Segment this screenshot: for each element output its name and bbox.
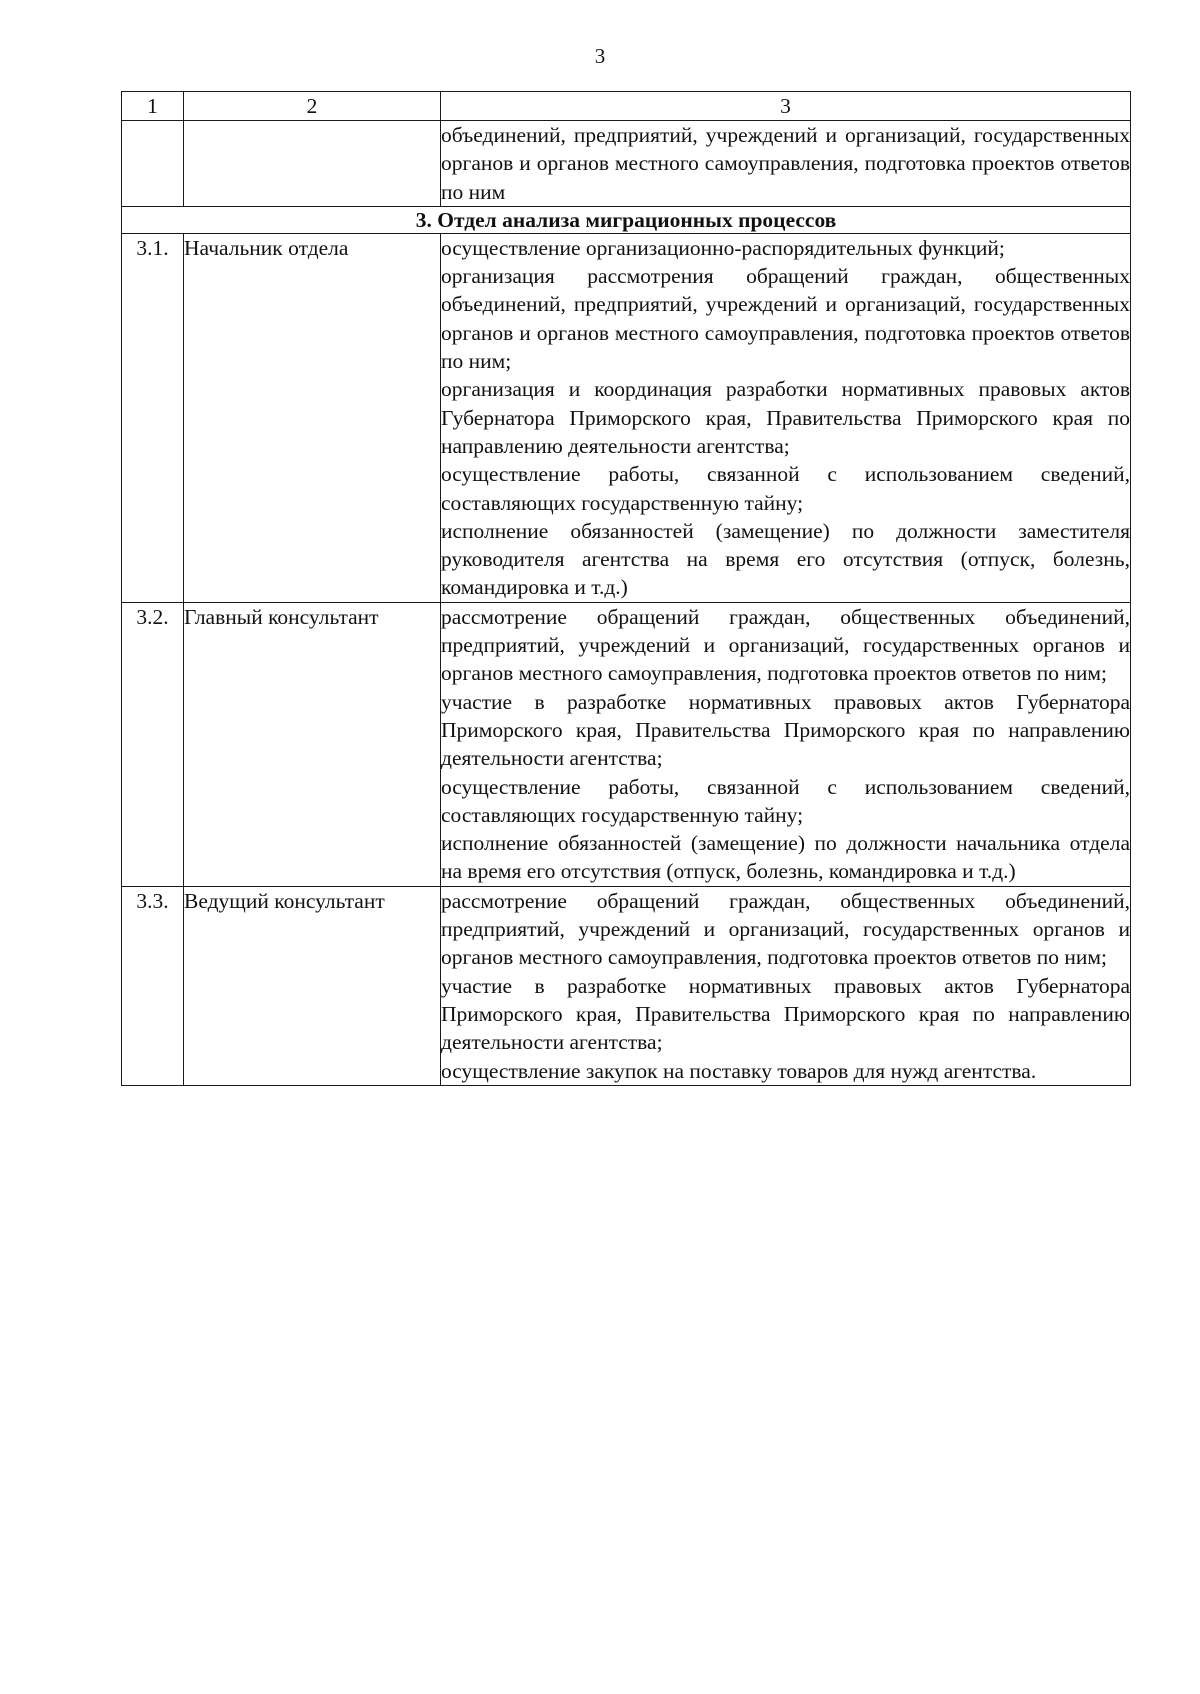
continuation-row: [122, 121, 1131, 207]
row-number: 3.1.: [122, 233, 184, 602]
duty-item: участие в разработке нормативных правовых актов Губернатора Приморского края, Правительства Приморского края по направлению деятельности агентства;: [441, 689, 1130, 771]
column-number-3: 3: [441, 92, 1131, 121]
column-number-2: 2: [184, 92, 441, 121]
duty-item: исполнение обязанностей (замещение) по должности начальника отдела на время его отсутствия (отпуск, болезнь, командировка и т.д.): [441, 831, 1130, 884]
duty-item: участие в разработке нормативных правовых актов Губернатора Приморского края, Правительства Приморского края по направлению деятельности агентства;: [441, 973, 1130, 1055]
duties-cell: [441, 886, 1131, 1085]
continuation-number-cell: [122, 121, 184, 207]
row-number: 3.2.: [122, 602, 184, 886]
duty-item: объединений, предприятий, учреждений и организаций, государственных органов и органов местного самоуправления, подготовка проектов ответов по ним: [441, 123, 1130, 204]
duties-cell: [441, 233, 1131, 602]
duty-item: организация рассмотрения обращений граждан, общественных объединений, предприятий, учреждений и организаций, государственных органов и органов местного самоуправления, подготовка проектов ответов по ним;: [441, 264, 1130, 374]
duties-cell: [441, 602, 1131, 886]
duty-item: осуществление организационно-распорядительных функций;: [441, 235, 1005, 260]
continuation-position-cell: [184, 121, 441, 207]
duty-item: осуществление работы, связанной с использованием сведений, составляющих государственную тайну;: [441, 462, 1130, 515]
row-number: 3.3.: [122, 886, 184, 1085]
duty-item: организация и координация разработки нормативных правовых актов Губернатора Приморского края, Правительства Приморского края по направлению деятельности агентства;: [441, 377, 1130, 458]
table-row: [122, 233, 1131, 602]
position-title: Главный консультант: [184, 602, 441, 886]
duty-item: рассмотрение обращений граждан, общественных объединений, предприятий, учреждений и организаций, государственных органов и органов местного самоуправления, подготовка проектов ответов по ним;: [441, 604, 1130, 686]
duty-item: осуществление закупок на поставку товаров для нужд агентства.: [441, 1058, 1037, 1083]
continuation-duties-cell: [441, 121, 1131, 207]
duty-item: исполнение обязанностей (замещение) по должности заместителя руководителя агентства на время его отсутствия (отпуск, болезнь, командировка и т.д.): [441, 518, 1130, 600]
position-title: Начальник отдела: [184, 233, 441, 602]
position-title: Ведущий консультант: [184, 886, 441, 1085]
page-number: 3: [594, 44, 606, 68]
job-duties-table: [121, 91, 1131, 1086]
duty-item: осуществление работы, связанной с использованием сведений, составляющих государственную тайну;: [441, 774, 1130, 827]
section-title: 3. Отдел анализа миграционных процессов: [122, 206, 1131, 233]
table-row: [122, 602, 1131, 886]
section-row: [122, 206, 1131, 233]
column-number-1: 1: [122, 92, 184, 121]
column-number-row: [122, 92, 1131, 121]
table-row: [122, 886, 1131, 1085]
duty-item: рассмотрение обращений граждан, общественных объединений, предприятий, учреждений и организаций, государственных органов и органов местного самоуправления, подготовка проектов ответов по ним;: [441, 888, 1130, 970]
